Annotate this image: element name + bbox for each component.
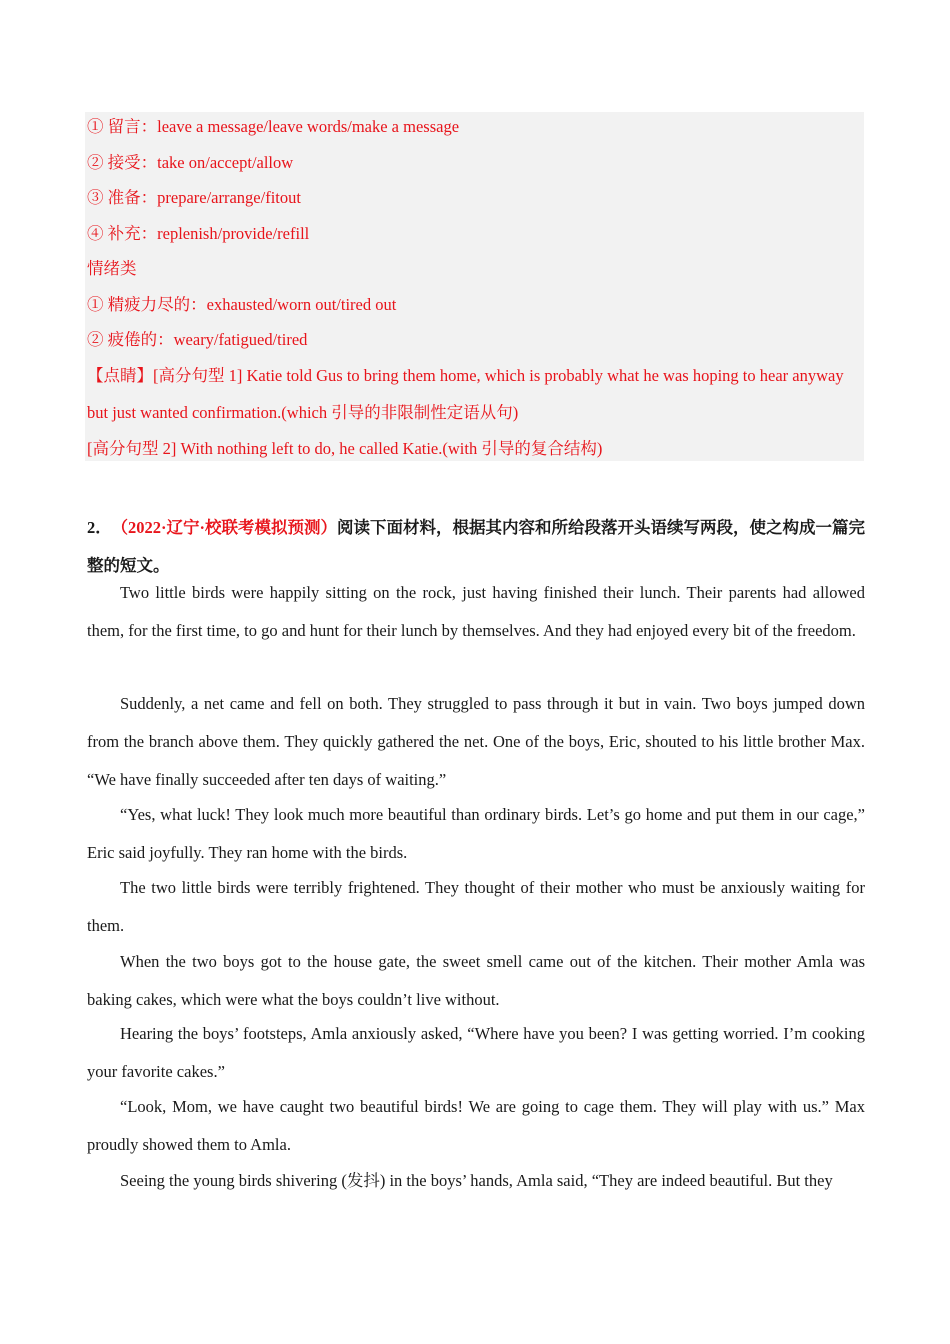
- note-line: ④ 补充：replenish/provide/refill: [87, 224, 310, 243]
- story-paragraph: Seeing the young birds shivering (发抖) in the boys’ hands, Amla said, “They are indeed beautiful. But they: [120, 1171, 833, 1190]
- story-paragraph: “Yes, what luck! They look much more beautiful than ordinary birds. Let’s go home and put them in our cage,” Eric said joyfully. They ran home with the birds.: [87, 805, 865, 862]
- note-line: ② 疲倦的：weary/fatigued/tired: [87, 330, 308, 349]
- note-line: ③ 准备：prepare/arrange/fitout: [87, 188, 301, 207]
- note-line: ① 留言：leave a message/leave words/make a message: [87, 117, 460, 136]
- highlight-line: [高分句型 2] With nothing left to do, he called Katie.(with 引导的复合结构): [87, 439, 603, 458]
- story-paragraph: When the two boys got to the house gate, the sweet smell came out of the kitchen. Their mother Amla was baking cakes, which were what the boys couldn’t live without.: [87, 952, 865, 1009]
- question-number: 2．: [87, 518, 112, 537]
- story-paragraph: “Look, Mom, we have caught two beautiful birds! We are going to cage them. They will play with us.” Max proudly showed them to Amla.: [87, 1097, 865, 1154]
- highlight-line: 【点睛】[高分句型 1] Katie told Gus to bring them home, which is probably what he was hoping to hear anyway: [87, 366, 844, 385]
- highlight-line: but just wanted confirmation.(which 引导的非限制性定语从句): [87, 403, 519, 422]
- story-paragraph: The two little birds were terribly frightened. They thought of their mother who must be anxiously waiting for them.: [87, 878, 865, 935]
- note-line: ② 接受：take on/accept/allow: [87, 153, 294, 172]
- note-line: ① 精疲力尽的：exhausted/worn out/tired out: [87, 295, 397, 314]
- note-category: 情绪类: [87, 259, 137, 278]
- story-paragraph: Two little birds were happily sitting on the rock, just having finished their lunch. Their parents had allowed them, for the first time, to go and hunt for their lunch by themselves. And they had enjoyed every bit of the freedom.: [87, 583, 865, 640]
- story-paragraph: Hearing the boys’ footsteps, Amla anxiously asked, “Where have you been? I was getting worried. I’m cooking your favorite cakes.”: [87, 1024, 865, 1081]
- question-instruction: 阅读下面材料，根据其内容和所给段落开头语续写两段，使之构成一篇完整的短文。: [87, 518, 866, 575]
- question-source: （2022·辽宁·校联考模拟预测）: [119, 518, 338, 537]
- story-paragraph: Suddenly, a net came and fell on both. They struggled to pass through it but in vain. Two boys jumped down from the branch above them. They quickly gathered the net. One of the boys, Eric, shouted to his little brother Max. “We have finally succeeded after ten days of waiting.”: [87, 694, 865, 789]
